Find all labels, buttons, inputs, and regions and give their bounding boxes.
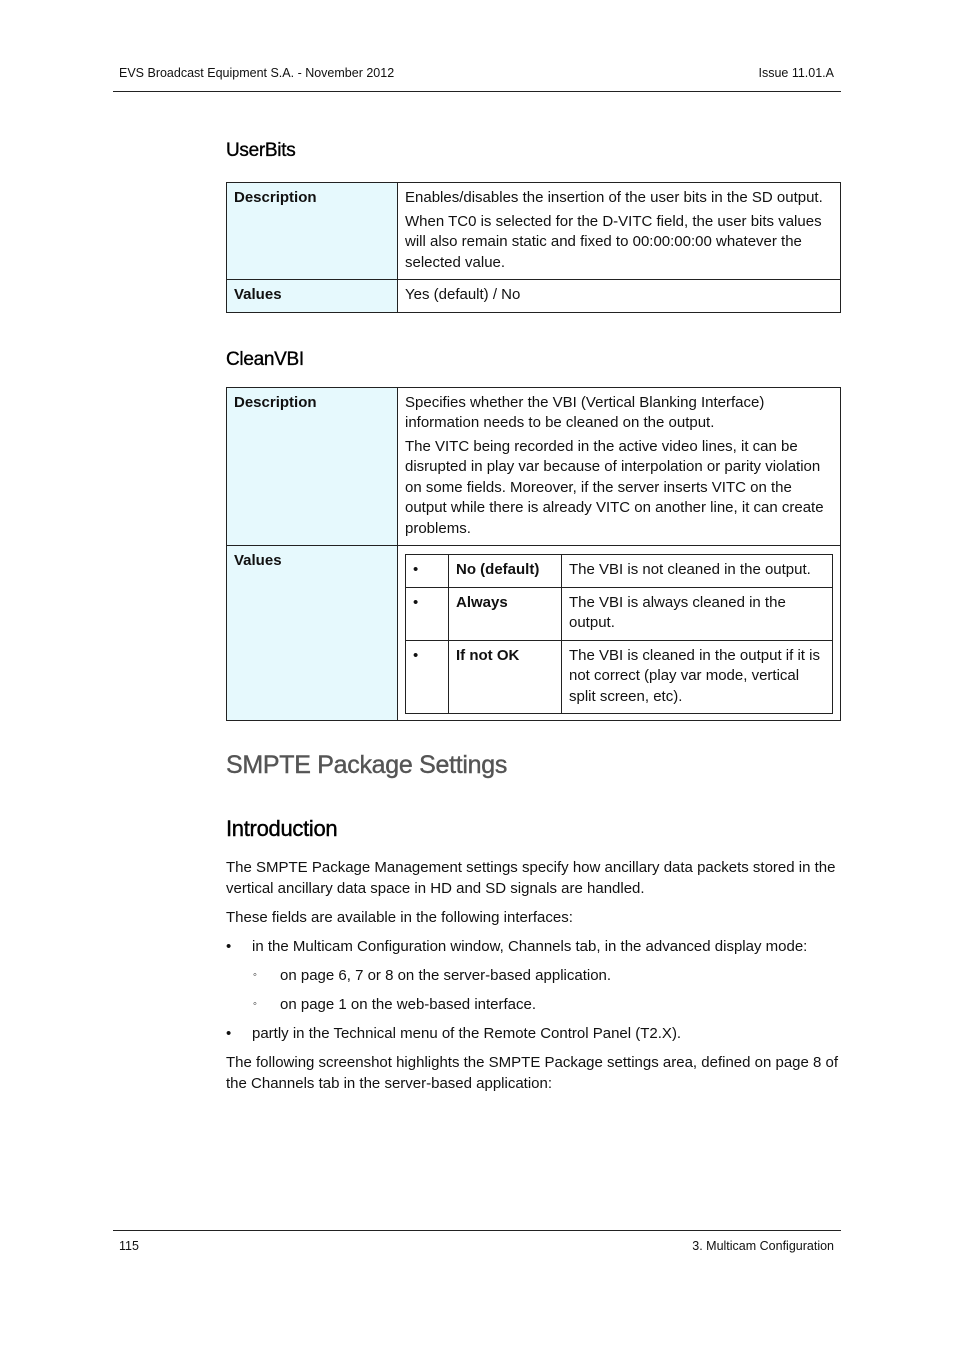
paragraph: The SMPTE Package Management settings specify how ancillary data packets stored in the vertical ancillary data space in HD and SD signals are handled.: [226, 859, 836, 897]
page-header: [113, 65, 841, 92]
table-key-cell: Description: [227, 387, 398, 546]
bullet-item: [226, 936, 841, 957]
header-left: EVS Broadcast Equipment S.A. - November 2012: [119, 66, 395, 80]
option-name: Always: [449, 587, 562, 640]
bullet: •: [226, 938, 232, 955]
table-value-cell: [398, 546, 841, 721]
cleanvbi-title: CleanVBI: [226, 348, 304, 370]
bullet: •: [406, 640, 449, 714]
table-key-cell: Values: [227, 280, 398, 313]
paragraph: The following screenshot highlights the SMPTE Package settings area, defined on page 8 of the Channels tab in the server-based application:: [226, 1054, 839, 1092]
list-item: [406, 587, 833, 640]
table-key-cell: Values: [227, 546, 398, 721]
table-value-cell: [398, 183, 841, 280]
bullet: •: [406, 555, 449, 588]
bullet-item: [226, 1023, 841, 1044]
bullet-text: on page 1 on the web-based interface.: [280, 996, 537, 1013]
table-key-cell: Description: [227, 183, 398, 280]
option-text: The VBI is cleaned in the output if it is not correct (play var mode, vertical split screen, etc).: [562, 640, 833, 714]
table-row: [227, 546, 841, 721]
cleanvbi-table: [226, 387, 841, 722]
header-right: Issue 11.01.A: [758, 66, 834, 80]
cleanvbi-options: [405, 554, 833, 714]
userbits-desc-p1: Enables/disables the insertion of the user bits in the SD output.: [405, 189, 823, 206]
page-content: [226, 140, 841, 1094]
table-row: [227, 387, 841, 546]
table-row: [227, 280, 841, 313]
option-name: If not OK: [449, 640, 562, 714]
section-heading: SMPTE Package Settings: [226, 751, 508, 779]
option-text: The VBI is always cleaned in the output.: [562, 587, 833, 640]
cleanvbi-desc-p1: Specifies whether the VBI (Vertical Blanking Interface) information needs to be cleaned on the output.: [405, 393, 765, 431]
userbits-values: Yes (default) / No: [398, 280, 841, 313]
footer-chapter: 3. Multicam Configuration: [692, 1239, 834, 1253]
bullet-text: on page 6, 7 or 8 on the server-based application.: [280, 967, 612, 984]
sub-bullet-item: [226, 965, 841, 986]
subsection-heading: Introduction: [226, 816, 338, 841]
bullet: •: [406, 587, 449, 640]
option-name: No (default): [449, 555, 562, 588]
cleanvbi-desc-p2: The VITC being recorded in the active video lines, it can be disrupted in play var because of interpolation or parity violation on some fields. Moreover, if the server inserts VITC on the output while there is already VITC on another line, it can create problems.: [405, 437, 824, 537]
list-item: [406, 555, 833, 588]
list-item: [406, 640, 833, 714]
bullet-text: in the Multicam Configuration window, Channels tab, in the advanced display mode:: [252, 938, 808, 955]
bullet: •: [226, 1025, 232, 1042]
table-row: [227, 183, 841, 280]
userbits-desc-p2: When TC0 is selected for the D-VITC field, the user bits values will also remain static and fixed to 00:00:00:00 whatever the selected value.: [405, 212, 822, 271]
userbits-table: [226, 182, 841, 313]
option-text: The VBI is not cleaned in the output.: [562, 555, 833, 588]
sub-bullet: ◦: [253, 969, 257, 981]
paragraph: These fields are available in the following interfaces:: [226, 909, 573, 926]
sub-bullet-item: [226, 994, 841, 1015]
page-footer: [113, 1230, 841, 1253]
sub-bullet: ◦: [253, 998, 257, 1010]
userbits-title: UserBits: [226, 140, 296, 161]
page-number: 115: [119, 1239, 139, 1253]
table-value-cell: [398, 387, 841, 546]
bullet-text: partly in the Technical menu of the Remote Control Panel (T2.X).: [252, 1025, 682, 1042]
